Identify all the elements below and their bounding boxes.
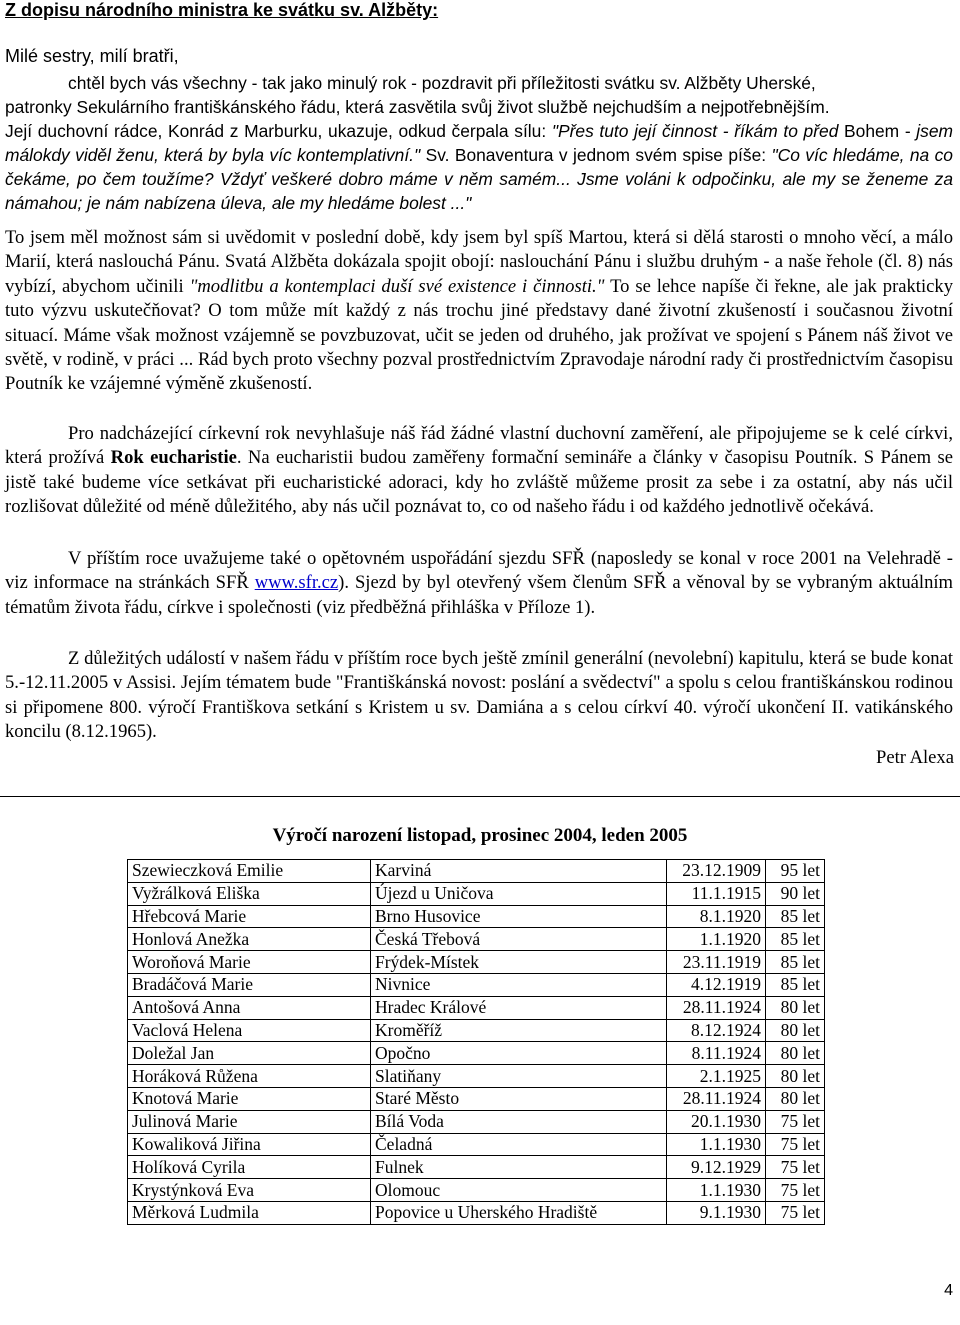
paragraph-3-text: Pro nadcházející církevní rok nevyhlašuje náš řád žádné vlastní duchovní zaměření, ale připojujeme se k celé církvi, která prožívá: [5, 423, 953, 469]
cell-date: 11.1.1915: [667, 882, 766, 905]
letter-paragraph-3: [5, 422, 953, 520]
cell-age: 80 let: [766, 1019, 825, 1042]
table-row: [128, 1110, 825, 1133]
letter-paragraph-1: [5, 71, 953, 215]
cell-date: 1.1.1930: [667, 1133, 766, 1156]
cell-name: Horáková Růžena: [128, 1065, 371, 1088]
cell-age: 80 let: [766, 1087, 825, 1110]
birthday-table-body: [128, 860, 825, 1225]
cell-name: Hřebcová Marie: [128, 905, 371, 928]
table-title: Výročí narození listopad, prosinec 2004, leden 2005: [272, 825, 688, 846]
cell-date: 9.1.1930: [667, 1201, 766, 1224]
cell-name: Holíková Cyrila: [128, 1156, 371, 1179]
table-row: [128, 1065, 825, 1088]
table-row: [128, 1156, 825, 1179]
cell-age: 85 let: [766, 973, 825, 996]
cell-place: Olomouc: [371, 1179, 667, 1202]
cell-age: 85 let: [766, 928, 825, 951]
cell-place: Brno Husovice: [371, 905, 667, 928]
cell-date: 8.11.1924: [667, 1042, 766, 1065]
paragraph-1-first-line: chtěl bych vás všechny - tak jako minulý rok - pozdravit při příležitosti svátku sv. Alžběty Uherské,: [68, 73, 816, 93]
cell-date: 28.11.1924: [667, 1087, 766, 1110]
letter-paragraph-5: Z důležitých událostí v našem řádu v příštím roce bych ještě zmínil generální (nevolební) kapitulu, která se bude konat 5.-12.11.2005 v Assisi. Jejím tématem bude "Františkánská novost: poslání a svědectví" a spolu s celou františkánskou rodinou si připomene 800. výročí Františkova setkání s Kristem u sv. Damiána a s celou církví 40. výročí ukončení II. vatikánského koncilu (8.12.1965).: [5, 648, 953, 743]
cell-place: Bílá Voda: [371, 1110, 667, 1133]
cell-name: Szewieczková Emilie: [128, 860, 371, 883]
table-row: [128, 1201, 825, 1224]
cell-name: Vyžrálková Eliška: [128, 882, 371, 905]
table-row: [128, 996, 825, 1019]
quote-konrad: "Přes tuto její činnost - říkám to před: [551, 121, 839, 141]
cell-age: 75 let: [766, 1201, 825, 1224]
quote-konrad-continued: jsem málokdy viděl ženu, která by byla víc kontemplativní.": [5, 121, 953, 165]
cell-date: 28.11.1924: [667, 996, 766, 1019]
cell-place: Opočno: [371, 1042, 667, 1065]
paragraph-2-text: To jsem měl možnost sám si uvědomit v poslední době, kdy jsem byl spíš Martou, která si dělá starosti o mnoho věcí, a málo Marií, která naslouchá Pánu. Svatá Alžběta dokázala spojit obojí: naslouchání Pánu i službu druhým - a naše řehole (čl. 8) nás vybízí, abychom učinili: [5, 227, 953, 297]
paragraph-4-text: V příštím roce uvažujeme také o opětovném uspořádání sjezdu SFŘ (naposledy se konal v roce 2001 na Velehradě - viz informace na stránkách SFŘ: [5, 548, 953, 594]
cell-place: Nivnice: [371, 973, 667, 996]
paragraph-2-text: To se lehce napíše či řekne, ale jak prakticky tuto výzvu uskutečňovat? O tom může mít každý z nás trochu jiné představy dané životní zkušeností i současnou životní situací. Máme však možnost vzájemně se povzbuzovat, učit se jeden od druhého, jak prožívat ve spojení s Pánem náš život ve světě, v rodině, v práci ... Rád bych proto všechny pozval prostřednictvím Zpravodaje národní rady či prostřednictvím časopisu Poutník ke vzájemné výměně zkušeností.: [5, 275, 953, 395]
birthday-table: [127, 859, 825, 1225]
quote-rule: "modlitbu a kontemplaci duší své existence i činnosti.": [189, 275, 605, 297]
table-row: [128, 1133, 825, 1156]
cell-age: 75 let: [766, 1179, 825, 1202]
paragraph-3-text: . Na eucharistii budou zaměřeny formační semináře a články v časopisu Poutník. S Pánem se jistě také budeme více setkávat při eucharistické adoraci, kdy ho zvláště můžeme prosit za sebe i za ostatní, aby nás učil rozlišovat důležité od méně důležitého, aby nás učil poznávat to, co od našeho řádu i od každého jednotlivě očekává.: [5, 447, 953, 518]
cell-place: Staré Město: [371, 1087, 667, 1110]
page-number: 4: [944, 1282, 953, 1299]
paragraph-4-text: ). Sjezd by byl otevřený všem členům SFŘ a věnoval by se vybraným aktuálním tématům života řádu, církve i společnosti (viz předběžná přihláška v Příloze 1).: [5, 572, 953, 618]
cell-date: 23.12.1909: [667, 860, 766, 883]
cell-name: Julinová Marie: [128, 1110, 371, 1133]
letter-paragraph-4: [5, 547, 953, 620]
cell-name: Woroňová Marie: [128, 951, 371, 974]
year-of-eucharist: Rok eucharistie: [110, 447, 237, 469]
paragraph-1-second-line: patronky Sekulárního františkánského řádu, která zasvětila svůj život službě nejchudším a nejpotřebnějším.: [5, 97, 830, 117]
table-row: [128, 951, 825, 974]
signature: Petr Alexa: [876, 747, 954, 768]
cell-name: Antošová Anna: [128, 996, 371, 1019]
cell-name: Krystýnková Eva: [128, 1179, 371, 1202]
cell-age: 75 let: [766, 1133, 825, 1156]
cell-date: 8.12.1924: [667, 1019, 766, 1042]
cell-date: 1.1.1930: [667, 1179, 766, 1202]
table-row: [128, 1179, 825, 1202]
greeting: Milé sestry, milí bratři,: [5, 46, 179, 66]
table-row: [128, 928, 825, 951]
cell-name: Měrková Ludmila: [128, 1201, 371, 1224]
cell-date: 8.1.1920: [667, 905, 766, 928]
cell-place: Česká Třebová: [371, 928, 667, 951]
cell-name: Vaclová Helena: [128, 1019, 371, 1042]
cell-age: 95 let: [766, 860, 825, 883]
cell-age: 80 let: [766, 1065, 825, 1088]
cell-name: Honlová Anežka: [128, 928, 371, 951]
cell-age: 80 let: [766, 996, 825, 1019]
letter-paragraph-2: [5, 226, 953, 397]
paragraph-1-text: Sv. Bonaventura v jednom svém spise píše:: [420, 145, 772, 165]
cell-date: 9.12.1929: [667, 1156, 766, 1179]
cell-date: 20.1.1930: [667, 1110, 766, 1133]
cell-age: 85 let: [766, 951, 825, 974]
table-row: [128, 1042, 825, 1065]
paragraph-1-text: Její duchovní rádce, Konrád z Marburku, ukazuje, odkud čerpala sílu:: [5, 121, 552, 141]
cell-date: 4.12.1919: [667, 973, 766, 996]
cell-age: 90 let: [766, 882, 825, 905]
cell-place: Kroměříž: [371, 1019, 667, 1042]
table-row: [128, 860, 825, 883]
sfr-website-link[interactable]: www.sfr.cz: [254, 572, 339, 594]
cell-date: 23.11.1919: [667, 951, 766, 974]
cell-place: Slatiňany: [371, 1065, 667, 1088]
divider-line: [0, 796, 960, 797]
table-row: [128, 1019, 825, 1042]
cell-place: Hradec Králové: [371, 996, 667, 1019]
paragraph-1-body: [5, 119, 953, 215]
table-row: [128, 905, 825, 928]
cell-place: Karviná: [371, 860, 667, 883]
cell-name: Knotová Marie: [128, 1087, 371, 1110]
paragraph-1-text: Bohem -: [838, 121, 917, 141]
cell-name: Kowaliková Jiřina: [128, 1133, 371, 1156]
cell-name: Doležal Jan: [128, 1042, 371, 1065]
table-row: [128, 882, 825, 905]
cell-place: Újezd u Uničova: [371, 882, 667, 905]
heading: Z dopisu národního ministra ke svátku sv. Alžběty:: [5, 0, 439, 20]
cell-age: 85 let: [766, 905, 825, 928]
cell-age: 80 let: [766, 1042, 825, 1065]
cell-name: Bradáčová Marie: [128, 973, 371, 996]
cell-age: 75 let: [766, 1156, 825, 1179]
table-row: [128, 1087, 825, 1110]
cell-date: 2.1.1925: [667, 1065, 766, 1088]
cell-age: 75 let: [766, 1110, 825, 1133]
table-row: [128, 973, 825, 996]
cell-date: 1.1.1920: [667, 928, 766, 951]
quote-bonaventura: "Co víc hledáme, na co čekáme, po čem toužíme? Vždyť veškeré dobro máme v něm samém... Jsme voláni k odpočinku, ale my se ženeme za námahou; je nám nabízena úleva, ale my hledáme bolest ...": [5, 145, 953, 213]
cell-place: Frýdek-Místek: [371, 951, 667, 974]
cell-place: Fulnek: [371, 1156, 667, 1179]
cell-place: Popovice u Uherského Hradiště: [371, 1201, 667, 1224]
cell-place: Čeladná: [371, 1133, 667, 1156]
